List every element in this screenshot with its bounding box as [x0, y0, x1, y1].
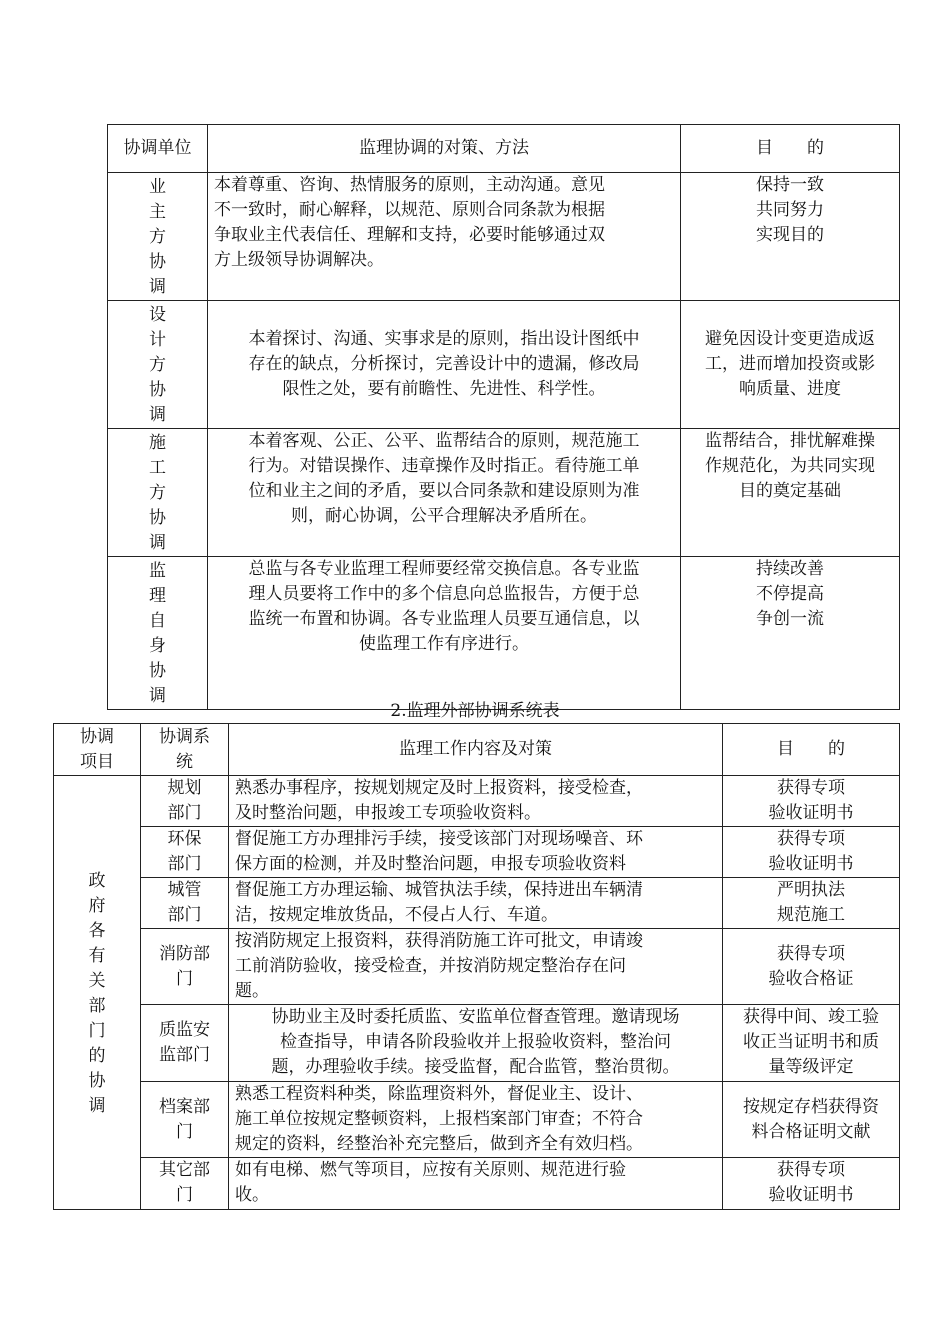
system-cell: 档案部 门: [141, 1082, 229, 1158]
method-cell: 本着尊重、咨询、热情服务的原则，主动沟通。意见 不一致时，耐心解释，以规范、原则合同条款为根据 争取业主代表信任、理解和支持，必要时能够通过双 方上级领导协调解决。: [208, 173, 681, 301]
unit-label: 业 主 方 协 调: [149, 177, 166, 297]
system-cell: 环保 部门: [141, 827, 229, 878]
unit-cell: [108, 429, 208, 557]
header-system: 协调系 统: [141, 724, 229, 776]
system-cell: 其它部 门: [141, 1158, 229, 1210]
method-cell: 总监与各专业监理工程师要经常交换信息。各专业监 理人员要将工作中的多个信息向总监报告，方便于总 监统一布置和协调。各专业监理人员要互通信息，以 使监理工作有序进行。: [208, 557, 681, 710]
purpose-cell: 获得专项 验收证明书: [723, 776, 900, 827]
unit-cell: [108, 557, 208, 710]
external-coordination-table: [53, 723, 900, 1210]
header-content: 监理工作内容及对策: [229, 724, 723, 776]
system-cell: 质监安 监部门: [141, 1005, 229, 1082]
content-cell: 熟悉工程资料种类，除监理资料外，督促业主、设计、 施工单位按规定整顿资料，上报档案部门审查；不符合 规定的资料，经整治补充完整后，做到齐全有效归档。: [229, 1082, 723, 1158]
header-item: 协调 项目: [54, 724, 141, 776]
purpose-cell: 获得中间、竣工验 收正当证明书和质 量等级评定: [723, 1005, 900, 1082]
content-cell: 按消防规定上报资料，获得消防施工许可批文，申请竣 工前消防验收，接受检查，并按消防规定整治存在问 题。: [229, 929, 723, 1005]
content-cell: 如有电梯、燃气等项目，应按有关原则、规范进行验 收。: [229, 1158, 723, 1210]
table-row: [108, 429, 900, 557]
purpose-cell: 保持一致 共同努力 实现目的: [681, 173, 900, 301]
table-row: [54, 929, 900, 1005]
method-cell: 本着客观、公正、公平、监帮结合的原则，规范施工 行为。对错误操作、违章操作及时指正。看待施工单 位和业主之间的矛盾，要以合同条款和建设原则为准 则，耐心协调，公平合理解决矛盾所在。: [208, 429, 681, 557]
content-cell: 熟悉办事程序，按规划规定及时上报资料，接受检查， 及时整治问题，申报竣工专项验收资料。: [229, 776, 723, 827]
unit-label: 设 计 方 协 调: [149, 305, 166, 425]
content-cell: 督促施工方办理运输、城管执法手续，保持进出车辆清 洁，按规定堆放货品，不侵占人行、车道。: [229, 878, 723, 929]
header-unit: 协调单位: [108, 125, 208, 173]
unit-label: 监 理 自 身 协 调: [149, 561, 166, 706]
header-purpose: 目 的: [681, 125, 900, 173]
purpose-cell: 持续改善 不停提高 争创一流: [681, 557, 900, 710]
system-cell: 规划 部门: [141, 776, 229, 827]
system-cell: 城管 部门: [141, 878, 229, 929]
method-cell: 本着探讨、沟通、实事求是的原则，指出设计图纸中 存在的缺点，分析探讨，完善设计中的遗漏，修改局 限性之处，要有前瞻性、先进性、科学性。: [208, 301, 681, 429]
purpose-cell: 获得专项 验收证明书: [723, 1158, 900, 1210]
group-label-cell: [54, 776, 141, 1210]
unit-label: 施 工 方 协 调: [149, 433, 166, 553]
purpose-cell: 获得专项 验收合格证: [723, 929, 900, 1005]
purpose-cell: 严明执法 规范施工: [723, 878, 900, 929]
unit-cell: [108, 301, 208, 429]
internal-coordination-table: [107, 124, 900, 710]
purpose-cell: 避免因设计变更造成返 工，进而增加投资或影 响质量、进度: [681, 301, 900, 429]
table-row: [54, 1005, 900, 1082]
unit-cell: [108, 173, 208, 301]
header-purpose: 目 的: [723, 724, 900, 776]
header-method: 监理协调的对策、方法: [208, 125, 681, 173]
purpose-cell: 按规定存档获得资 料合格证明文献: [723, 1082, 900, 1158]
table-row: [108, 557, 900, 710]
table-row: [108, 173, 900, 301]
table-row: [54, 827, 900, 878]
group-label: 政 府 各 有 关 部 门 的 协 调: [88, 870, 106, 1116]
system-cell: 消防部 门: [141, 929, 229, 1005]
purpose-cell: 获得专项 验收证明书: [723, 827, 900, 878]
table-row: [54, 1158, 900, 1210]
table-caption: 2.监理外部协调系统表: [390, 701, 560, 721]
table-row: [108, 301, 900, 429]
purpose-cell: 监帮结合，排忧解难操 作规范化，为共同实现 目的奠定基础: [681, 429, 900, 557]
table-row: [54, 1082, 900, 1158]
table-row: [54, 878, 900, 929]
content-cell: 督促施工方办理排污手续，接受该部门对现场噪音、环 保方面的检测，并及时整治问题，申报专项验收资料: [229, 827, 723, 878]
table-row: [54, 776, 900, 827]
content-cell: 协助业主及时委托质监、安监单位督查管理。邀请现场 检查指导，申请各阶段验收并上报验收资料，整治问 题，办理验收手续。接受监督，配合监管，整治贯彻。: [229, 1005, 723, 1082]
